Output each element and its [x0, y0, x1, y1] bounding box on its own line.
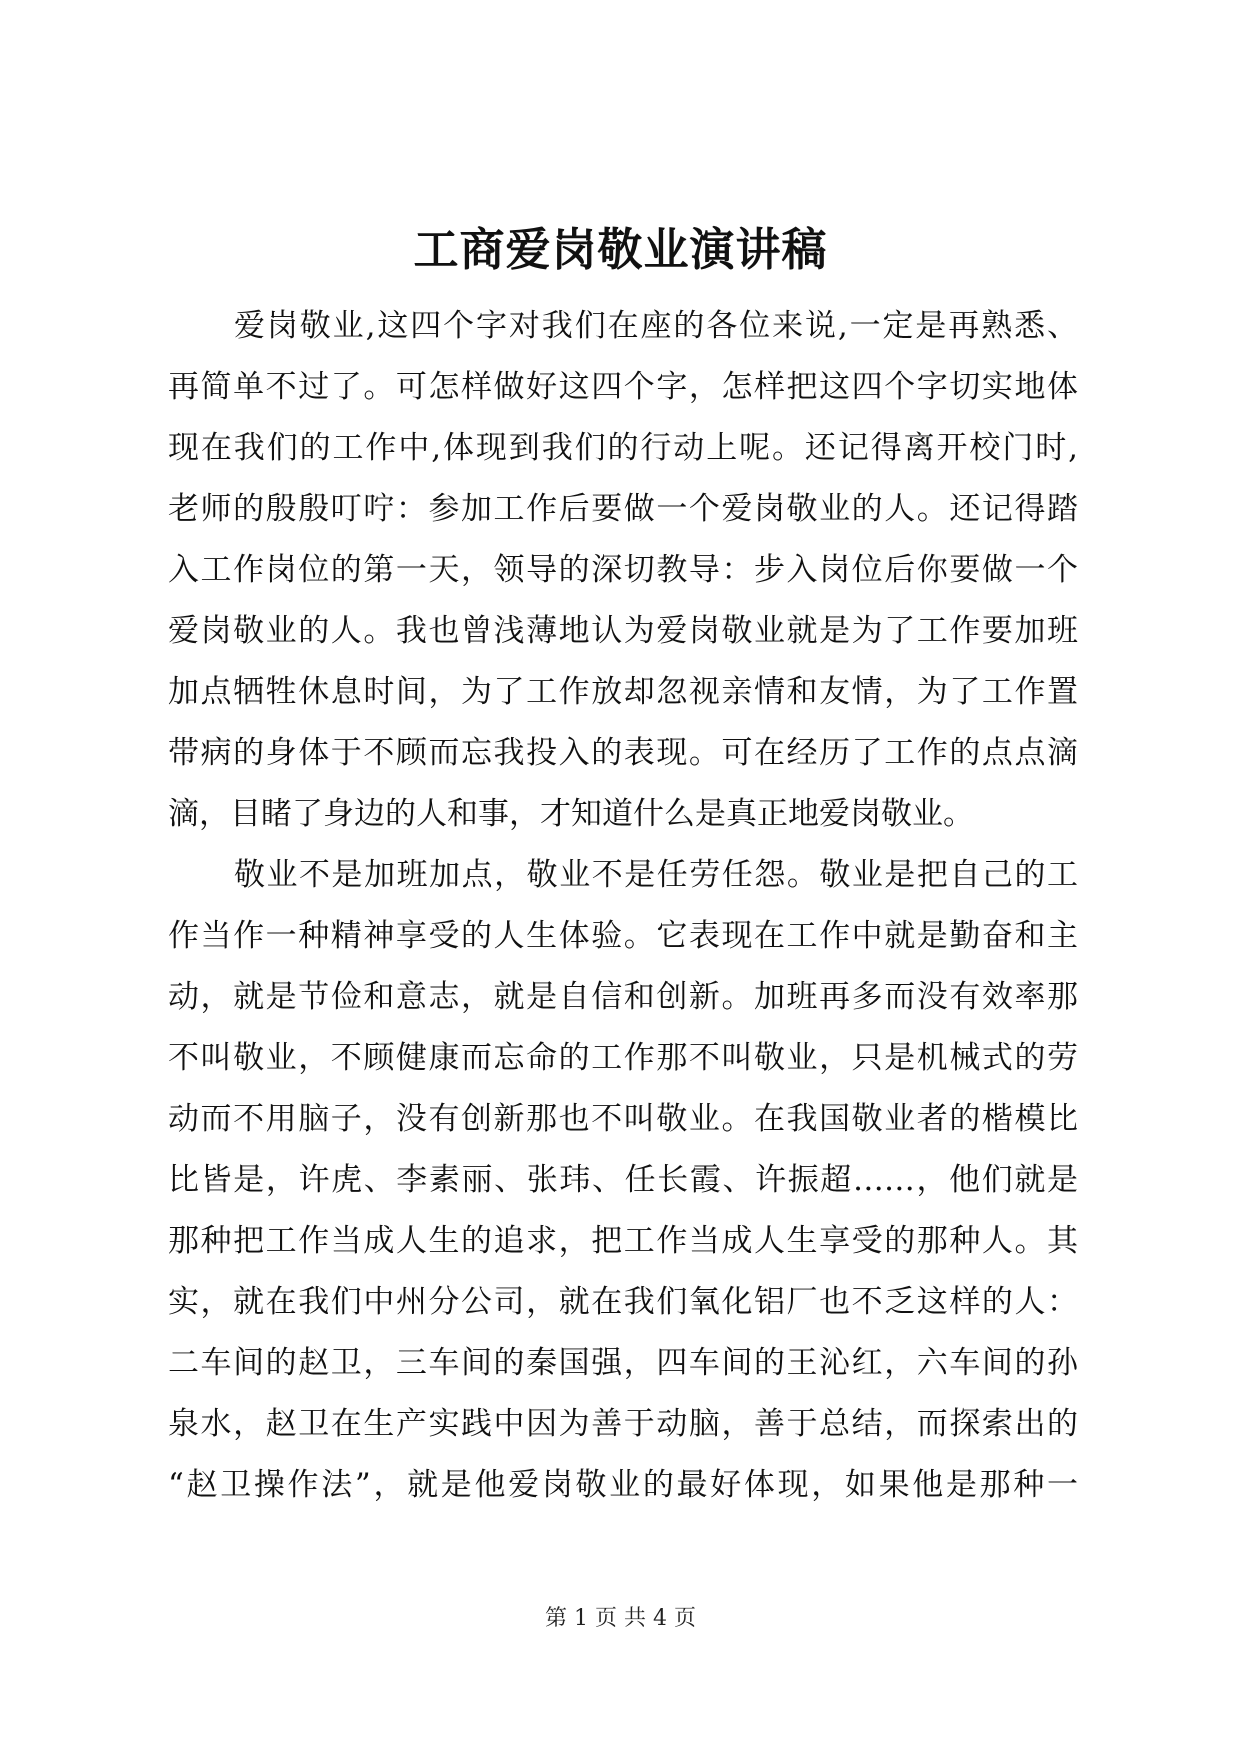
paragraph-line: 加点牺牲休息时间，为了工作放却忽视亲情和友情，为了工作置 [168, 674, 1078, 710]
paragraph-2 [168, 845, 1078, 1516]
paragraph-line: 爱岗敬业的人。我也曾浅薄地认为爱岗敬业就是为了工作要加班 [168, 613, 1078, 649]
paragraph-1 [168, 296, 1078, 845]
paragraph-line: 泉水，赵卫在生产实践中因为善于动脑，善于总结，而探索出的 [168, 1406, 1078, 1442]
document-body [168, 296, 1078, 1516]
document-title: 工商爱岗敬业演讲稿 [413, 223, 828, 276]
paragraph-line: 现在我们的工作中,体现到我们的行动上呢。还记得离开校门时, [168, 430, 1078, 466]
paragraph-line: 比皆是，许虎、李素丽、张玮、任长霞、许振超……，他们就是 [168, 1162, 1078, 1198]
paragraph-line: 敬业不是加班加点，敬业不是任劳任怨。敬业是把自己的工 [234, 857, 1078, 893]
paragraph-line: 那种把工作当成人生的追求，把工作当成人生享受的那种人。其 [168, 1223, 1078, 1259]
paragraph-line: 老师的殷殷叮咛：参加工作后要做一个爱岗敬业的人。还记得踏 [168, 491, 1078, 527]
paragraph-line: 不叫敬业，不顾健康而忘命的工作那不叫敬业，只是机械式的劳 [168, 1040, 1078, 1076]
paragraph-line: “赵卫操作法”，就是他爱岗敬业的最好体现，如果他是那种一 [168, 1467, 1078, 1503]
paragraph-line: 爱岗敬业,这四个字对我们在座的各位来说,一定是再熟悉、 [234, 308, 1078, 344]
paragraph-line: 二车间的赵卫，三车间的秦国强，四车间的王沁红，六车间的孙 [168, 1345, 1078, 1381]
paragraph-line: 实，就在我们中州分公司，就在我们氧化铝厂也不乏这样的人： [168, 1284, 1078, 1320]
paragraph-line: 作当作一种精神享受的人生体验。它表现在工作中就是勤奋和主 [168, 918, 1078, 954]
paragraph-line: 再简单不过了。可怎样做好这四个字，怎样把这四个字切实地体 [168, 369, 1078, 405]
page-footer: 第 1 页 共 4 页 [545, 1606, 696, 1631]
paragraph-line: 滴，目睹了身边的人和事，才知道什么是真正地爱岗敬业。 [168, 796, 974, 832]
paragraph-line: 动而不用脑子，没有创新那也不叫敬业。在我国敬业者的楷模比 [168, 1101, 1078, 1137]
paragraph-line: 入工作岗位的第一天，领导的深切教导：步入岗位后你要做一个 [168, 552, 1078, 588]
paragraph-line: 带病的身体于不顾而忘我投入的表现。可在经历了工作的点点滴 [168, 735, 1078, 771]
paragraph-line: 动，就是节俭和意志，就是自信和创新。加班再多而没有效率那 [168, 979, 1078, 1015]
